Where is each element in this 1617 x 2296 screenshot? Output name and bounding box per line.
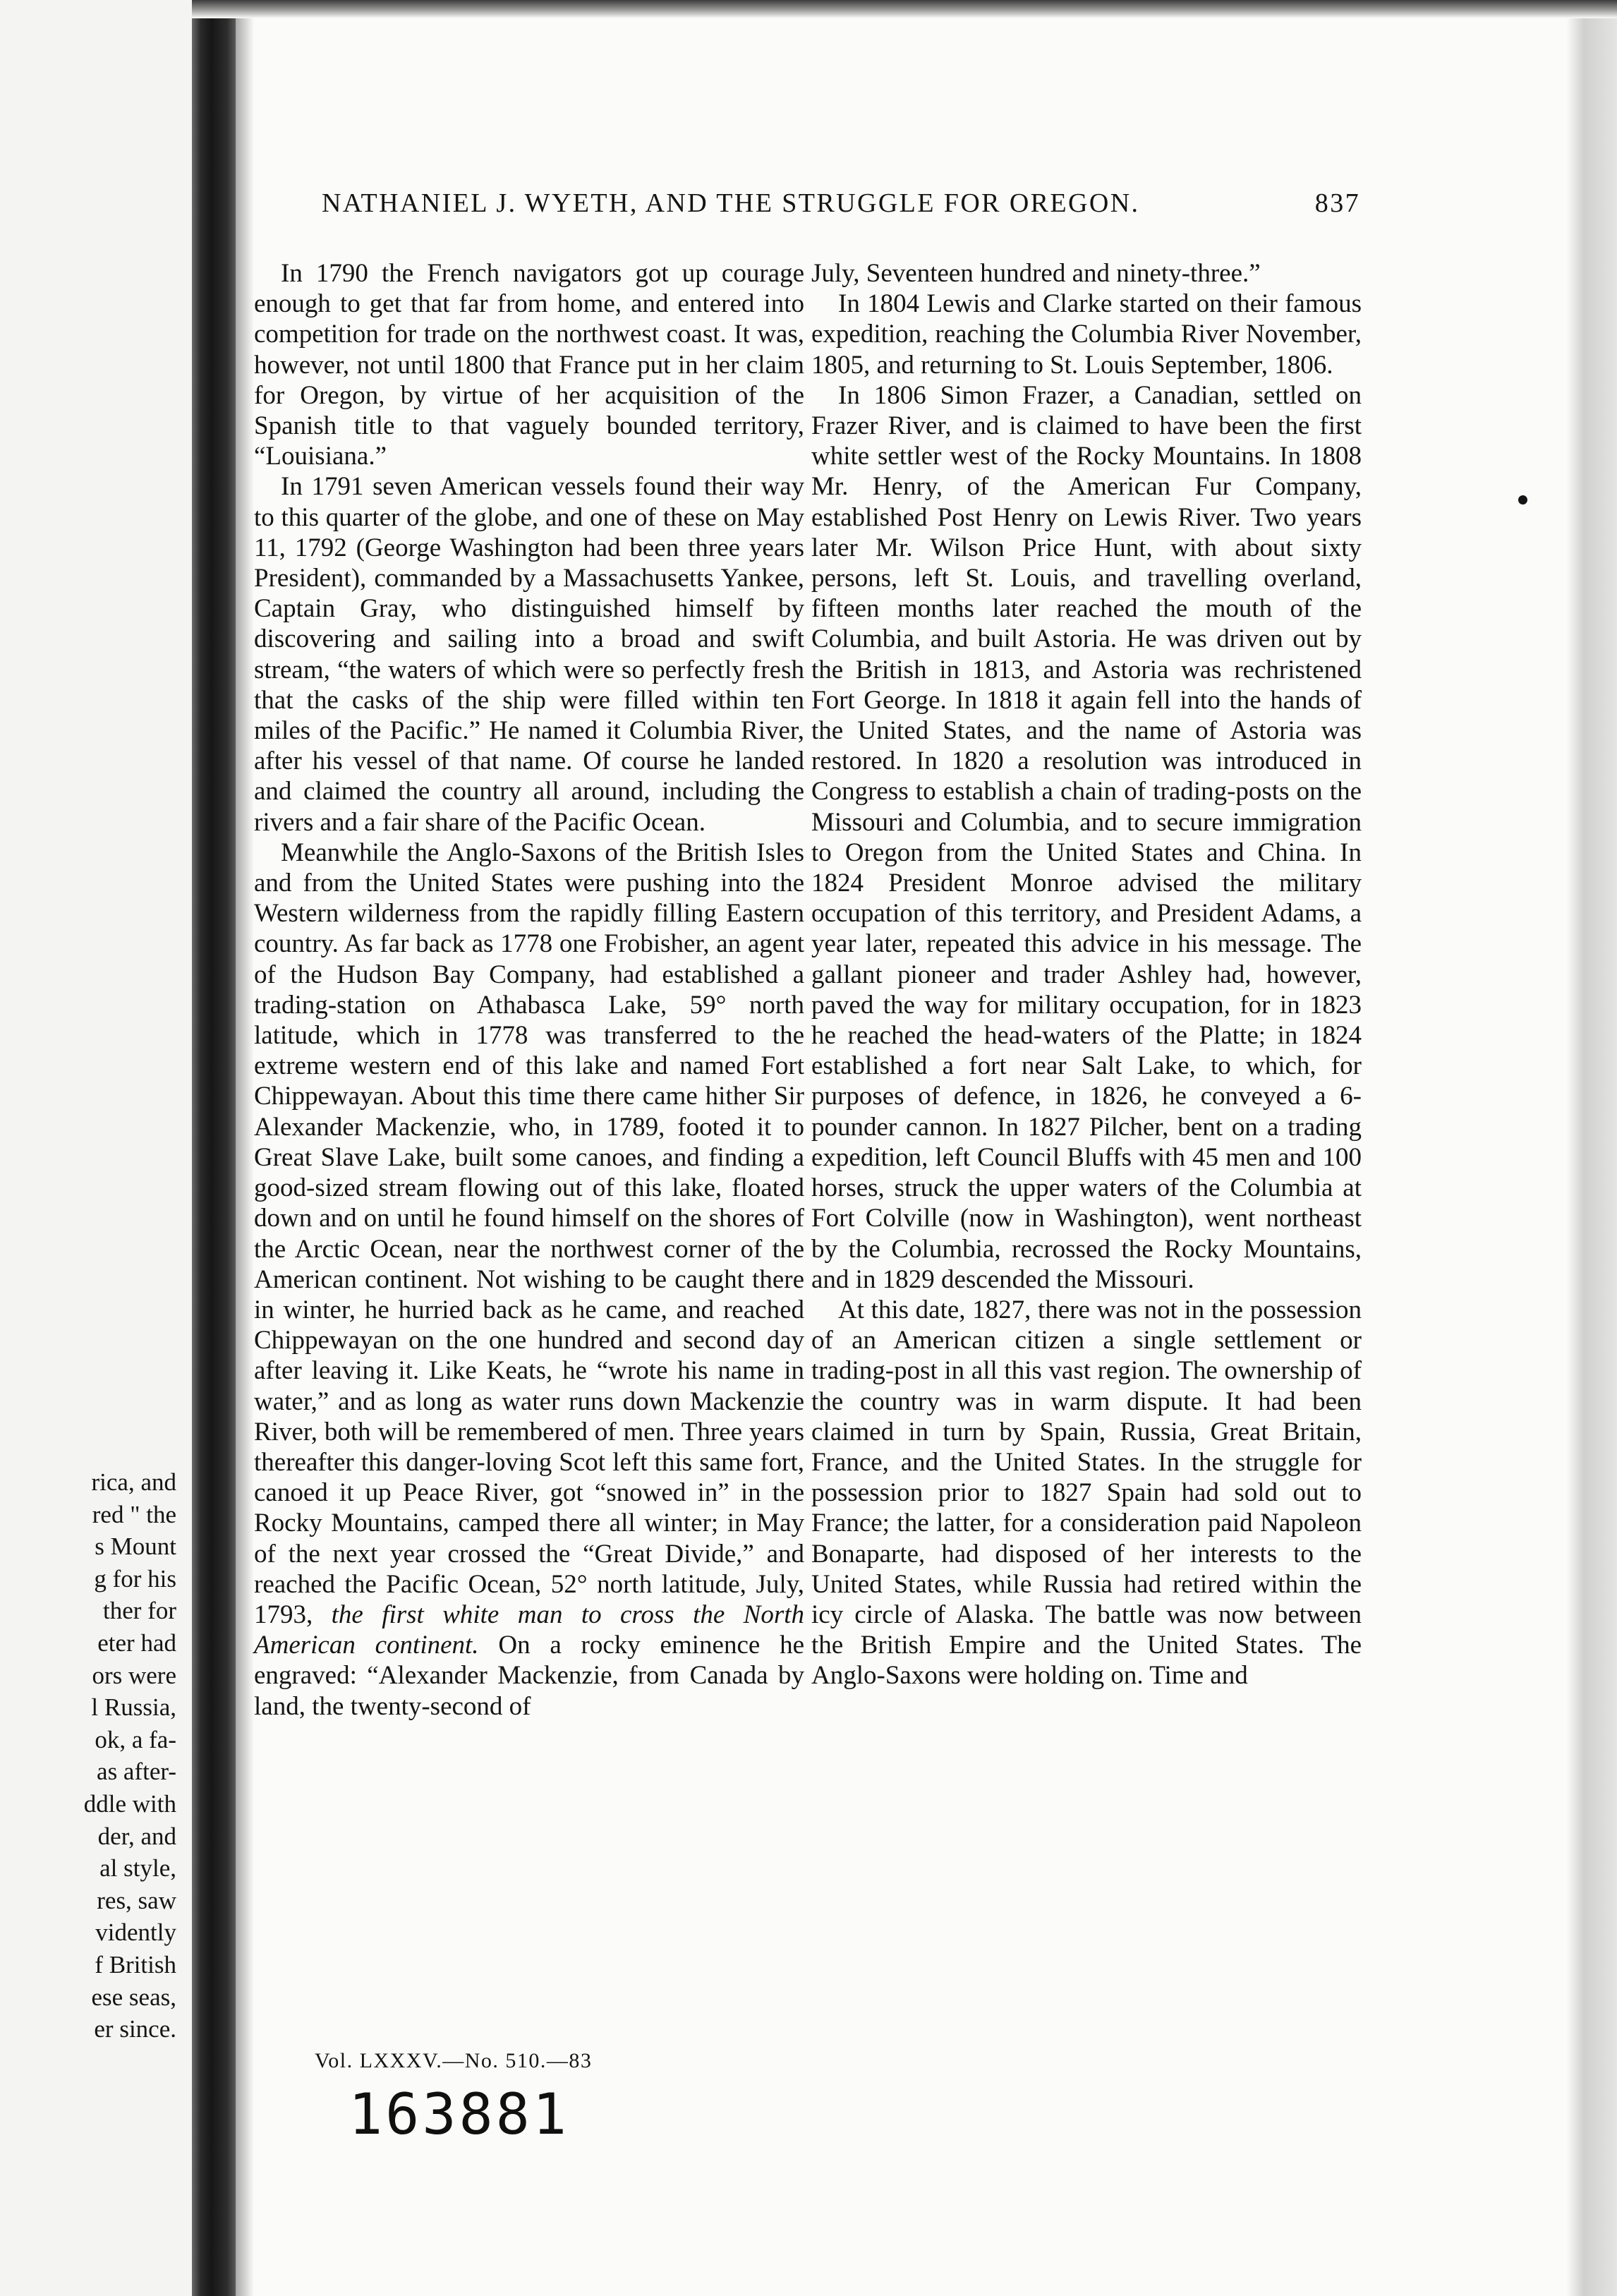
left-fragment-line: as after- — [97, 1758, 176, 1786]
paragraph: At this date, 1827, there was not in the possession of an American citizen a single settlement or trading-post in all this vast region. The ownership of the country was in warm dispute. It had been claimed in turn by Spain, Russia, Great Britain, France, and the United States. In the struggle for possession prior to 1827 Spain had sold out to France; the latter, for a consideration paid Napoleon Bonaparte, had disposed of her interests to the United States, while Russia had retired within the icy circle of Alaska. The battle was now between the British Empire and the United States. The Anglo-Saxons were holding on. Time and — [811, 1295, 1362, 1691]
paragraph-continuation: July, Seventeen hundred and ninety-three.” — [811, 259, 1261, 288]
left-fragment-line: ese seas, — [91, 1983, 176, 2011]
running-head — [322, 188, 1360, 219]
scan-top-edge — [192, 0, 1617, 18]
text-column-left — [254, 258, 804, 1722]
running-head-title: NATHANIEL J. WYETH, AND THE STRUGGLE FOR OREGON. — [322, 188, 1140, 218]
left-fragment-line: f British — [95, 1950, 176, 1978]
left-fragment-line: l Russia, — [91, 1693, 176, 1722]
text-column-right — [811, 258, 1362, 1691]
paragraph: In 1791 seven American vessels found their way to this quarter of the globe, and one of these on May 11, 1792 (George Washington had been three years President), commanded by a Massachusetts Yankee, Captain Gray, who distinguished himself by discovering and sailing into a broad and swift stream, “the waters of which were so perfectly fresh that the casks of the ship were filled within ten miles of the Pacific.” He named it Columbia River, after his vessel of that name. Of course he landed and claimed the country all around, including the rivers and a fair share of the Pacific Ocean. — [254, 472, 804, 837]
book-gutter — [192, 0, 236, 2296]
left-fragment-line: der, and — [97, 1822, 176, 1850]
left-fragment-line: rica, and — [91, 1468, 176, 1496]
page-number: 837 — [1314, 188, 1360, 218]
left-fragment-line: ors were — [92, 1661, 176, 1689]
paragraph: In 1804 Lewis and Clarke started on their famous expedition, reaching the Columbia River November, 1805, and returning to St. Louis September, 1806. — [811, 289, 1362, 380]
paragraph-text: On a rocky eminence he engraved: “Alexander Mackenzie, from Canada by land, the twenty-second of — [254, 1631, 805, 1721]
left-fragment-line: er since. — [94, 2015, 176, 2043]
page-edge-shadow — [1566, 18, 1617, 2296]
left-fragment-line: eter had — [97, 1629, 176, 1657]
left-page-text-fragment — [0, 1466, 176, 2046]
left-fragment-line: vidently — [95, 1919, 176, 1947]
left-fragment-line: al style, — [99, 1854, 176, 1883]
left-fragment-line: s Mount — [95, 1533, 176, 1561]
paragraph — [254, 838, 804, 1722]
left-fragment-line: res, saw — [97, 1886, 176, 1914]
stamped-number: 163881 — [349, 2081, 569, 2147]
paragraph-text: Meanwhile the Anglo-Saxons of the British Isles and from the United States were pushing into the Western wilderness from the rapidly filling Eastern country. As far back as 1778 one Frobisher, an agent of the Hudson Bay Company, had established a trading-station on Athabasca Lake, 59° north latitude, which in 1778 was transferred to the extreme western end of this lake and named Fort Chippewayan. About this time there came hither Sir Alexander Mackenzie, who, in 1789, footed it to Great Slave Lake, built some canoes, and finding a good-sized stream flowing out of this lake, floated down and on until he found himself on the shores of the Arctic Ocean, near the northwest corner of the American continent. Not wishing to be caught there in winter, he hurried back as he came, and reached Chippewayan on the one hundred and second day after leaving it. Like Keats, he “wrote his name in water,” and as long as water runs down Mackenzie River, both will be remembered of men. Three years thereafter this danger-loving Scot left this same fort, canoed it up Peace River, got “snowed in” in the Rocky Mountains, camped there all winter; in May of the next year crossed the “Great Divide,” and reached the Pacific Ocean, 52° north latitude, July, 1793, — [254, 838, 804, 1629]
paragraph: In 1790 the French navigators got up courage enough to get that far from home, and entered into competition for trade on the northwest coast. It was, however, not until 1800 that France put in her claim for Oregon, by virtue of her acquisition of the Spanish title to that vaguely bounded territory, “Louisiana.” — [254, 259, 804, 471]
left-fragment-line: ddle with — [83, 1789, 176, 1818]
left-page — [0, 0, 192, 2296]
left-fragment-line: ok, a fa- — [95, 1725, 176, 1753]
left-fragment-line: red " the — [92, 1500, 176, 1528]
paragraph: In 1806 Simon Frazer, a Canadian, settled on Frazer River, and is claimed to have been the first white settler west of the Rocky Mountains. In 1808 Mr. Henry, of the American Fur Company, established Post Henry on Lewis River. Two years later Mr. Wilson Price Hunt, with about sixty persons, left St. Louis, and travelling overland, fifteen months later reached the mouth of the Columbia, and built Astoria. He was driven out by the British in 1813, and Astoria was rechristened Fort George. In 1818 it again fell into the hands of the United States, and the name of Astoria was restored. In 1820 a resolution was introduced in Congress to establish a chain of trading-posts on the Missouri and Columbia, and to secure immigration to Oregon from the United States and China. In 1824 President Monroe advised the military occupation of this territory, and President Adams, a year later, repeated this advice in his message. The gallant pioneer and trader Ashley had, however, paved the way for military occupation, for in 1823 he reached the head-waters of the Platte; in 1824 established a fort near Salt Lake, to which, for purposes of defence, in 1826, he conveyed a 6-pounder cannon. In 1827 Pilcher, bent on a trading expedition, left Council Bluffs with 45 men and 100 horses, struck the upper waters of the Columbia at Fort Colville (now in Washington), went northeast by the Columbia, recrossed the Rocky Mountains, and in 1829 descended the Missouri. — [811, 380, 1362, 1294]
italic-phrase: the first white man to cross the North American continent. — [254, 1600, 805, 1660]
ink-dot — [1518, 495, 1527, 504]
left-fragment-line: ther for — [103, 1597, 176, 1625]
left-fragment-line: g for his — [94, 1564, 176, 1593]
volume-signature-line: Vol. LXXXV.—No. 510.—83 — [315, 2049, 593, 2072]
gutter-shadow — [236, 0, 254, 2296]
